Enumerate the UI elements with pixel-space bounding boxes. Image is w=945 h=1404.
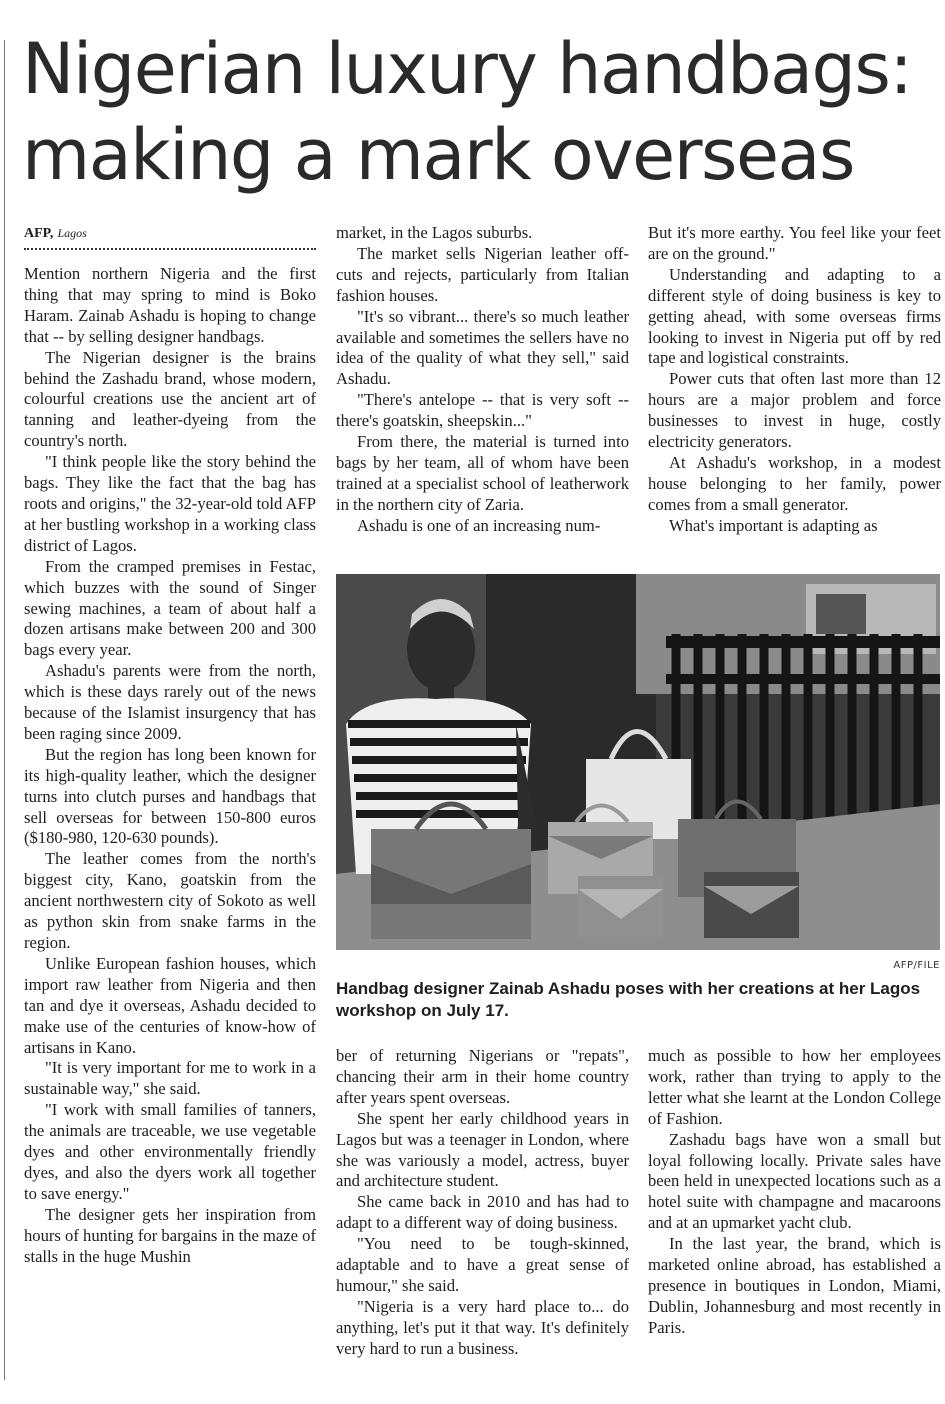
paragraph: The market sells Nigerian leather off-cuts and rejects, particularly from Italian fashion houses. (336, 243, 629, 305)
paragraph: Unlike European fashion houses, which import raw leather from Nigeria and then tan and dye it overseas, Ashadu decided to make use of the centuries of know-how of artisans in Kano. (24, 953, 316, 1057)
paragraph: What's important is adapting as (669, 515, 878, 535)
paragraph: She came back in 2010 and has had to adapt to a different way of doing business. (336, 1192, 629, 1233)
byline (24, 226, 87, 242)
paragraph: ber of returning Nigerians or "repats", chancing their arm in their home country after years spent overseas. (336, 1046, 629, 1107)
paragraph: From the cramped premises in Festac, which buzzes with the sound of Singer sewing machines, a team of about half a dozen artisans make between 200 and 300 bags every year. (24, 556, 316, 660)
paragraph: "I think people like the story behind the bags. They like the fact that the bag has roots and origins," the 32-year-old told AFP at her bustling workshop in a working class district of Lagos. (24, 452, 316, 555)
paragraph: At Ashadu's workshop, in a modest house belonging to her family, power comes from a small generator. (648, 452, 941, 514)
page-left-rule (4, 40, 5, 1380)
paragraph: Mention northern Nigeria and the first thing that may spring to mind is Boko Haram. Zainab Ashadu is hoping to change that -- by selling designer handbags. (24, 264, 316, 346)
article-column-2-top (336, 223, 629, 537)
article-column-3-top (648, 223, 941, 537)
byline-agency: AFP, (24, 226, 54, 241)
headline-line-2: making a mark overseas (22, 114, 854, 196)
paragraph: Understanding and adapting to a different style of doing business is key to getting ahead, with some overseas firms looking to invest in Nigeria put off by red tape and logistical constraints. (648, 264, 941, 368)
paragraph: But the region has long been known for its high-quality leather, which the designer turns into clutch purses and handbags that sell overseas for between 150-800 euros ($180-980, 120-630 pounds). (24, 744, 316, 848)
paragraph: In the last year, the brand, which is marketed online abroad, has established a presence in boutiques in London, Miami, Dublin, Johannesburg and most recently in Paris. (648, 1234, 941, 1337)
article-column-3-bottom (648, 1046, 941, 1339)
byline-place: Lagos (57, 226, 87, 240)
paragraph: The leather comes from the north's biggest city, Kano, goatskin from the ancient northwestern city of Sokoto as well as python skin from snake farms in the region. (24, 849, 316, 952)
article-column-1 (24, 264, 316, 1268)
photo-illustration (336, 574, 940, 950)
paragraph: She spent her early childhood years in Lagos but was a teenager in London, where she was variously a model, actress, buyer and architecture student. (336, 1108, 629, 1191)
paragraph: But it's more earthy. You feel like your feet are on the ground." (648, 223, 941, 263)
paragraph: Ashadu's parents were from the north, which is these days rarely out of the news because of the Islamist insurgency that has been raging since 2009. (24, 661, 316, 743)
paragraph: "You need to be tough-skinned, adaptable and to have a great sense of humour," she said. (336, 1234, 629, 1295)
paragraph: The Nigerian designer is the brains behind the Zashadu brand, whose modern, colourful creations use the ancient art of tanning and leather-dyeing from the country's north. (24, 347, 316, 451)
paragraph: "It is very important for me to work in a sustainable way," she said. (24, 1058, 316, 1099)
photo-credit: AFP/FILE (893, 960, 940, 971)
paragraph: "There's antelope -- that is very soft -- there's goatskin, sheepskin..." (336, 390, 629, 431)
dotted-divider (24, 248, 316, 250)
article-column-2-bottom (336, 1046, 629, 1360)
paragraph: Zashadu bags have won a small but loyal following locally. Private sales have been held in unexpected locations such as a hotel suite with champagne and macaroons and at an upmarket yacht club. (648, 1129, 941, 1233)
headline-line-1: Nigerian luxury handbags: (22, 28, 912, 110)
article-headline (22, 26, 937, 198)
paragraph: market, in the Lagos suburbs. (336, 223, 533, 242)
paragraph: "Nigeria is a very hard place to... do anything, let's put it that way. It's definitely very hard to run a business. (336, 1296, 629, 1358)
paragraph: The designer gets her inspiration from hours of hunting for bargains in the maze of stalls in the huge Mushin (24, 1204, 316, 1266)
paragraph: "It's so vibrant... there's so much leather available and sometimes the sellers have no idea of the quality of what they sell," said Ashadu. (336, 306, 629, 389)
paragraph: Ashadu is one of an increasing num- (357, 515, 601, 535)
photo-caption: Handbag designer Zainab Ashadu poses with her creations at her Lagos workshop on July 17. (336, 979, 921, 1020)
paragraph: From there, the material is turned into bags by her team, all of whom have been trained at a specialist school of leatherwork in the northern city of Zaria. (336, 432, 629, 514)
paragraph: Power cuts that often last more than 12 hours are a major problem and force businesses to invest in huge, costly electricity generators. (648, 369, 941, 452)
article-photo (336, 574, 940, 950)
paragraph: much as possible to how her employees work, rather than trying to apply to the letter what she learnt at the London College of Fashion. (648, 1046, 941, 1128)
paragraph: "I work with small families of tanners, the animals are traceable, we use vegetable dyes and other environmentally friendly dyes, and also the dyers work all together to save energy." (24, 1100, 316, 1203)
